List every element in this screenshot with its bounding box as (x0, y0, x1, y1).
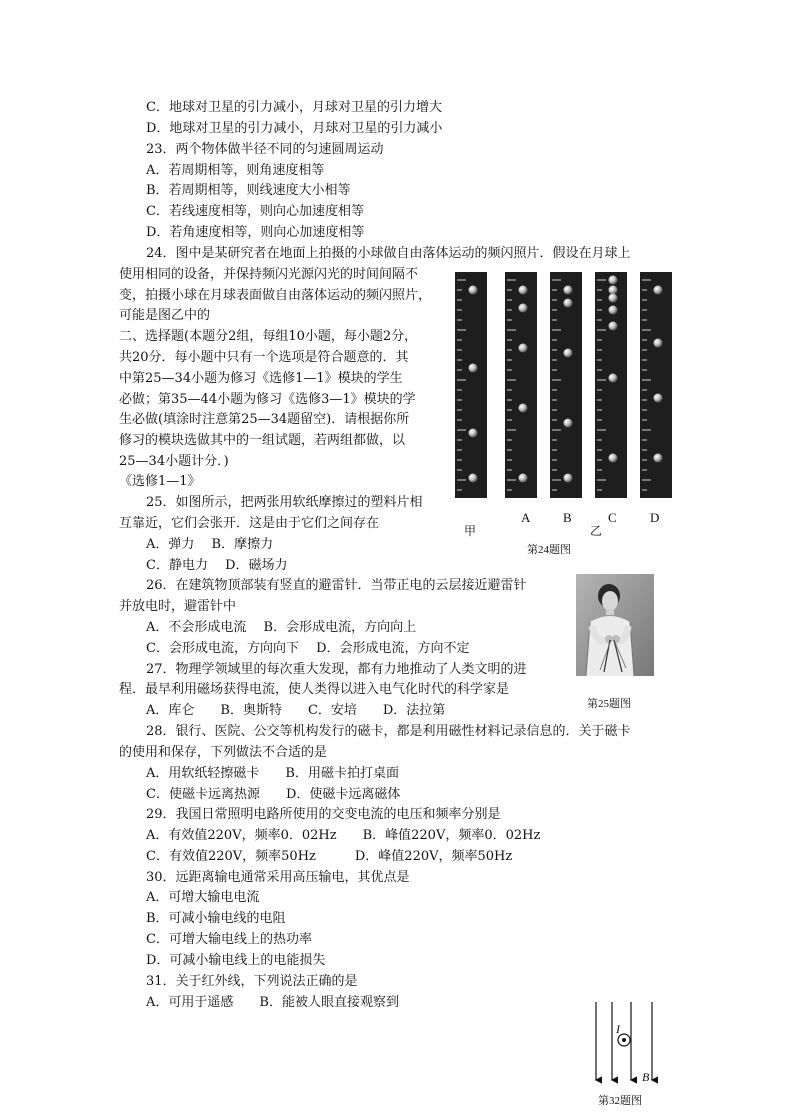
question-31: 31．关于红外线，下列说法正确的是 (146, 974, 358, 989)
text-line: C．有效值220V，频率50Hz D．峰值220V，频率50Hz (146, 849, 513, 864)
text-line: 程．最早利用磁场获得电流，使人类得以进入电气化时代的科学家是 (119, 682, 510, 697)
ball (564, 419, 573, 428)
text-line: 共20分．每小题中只有一个选项是符合题意的．其 (119, 350, 409, 365)
text-line: 可能是图乙中的 (119, 308, 211, 323)
text-line: B．可减小输电线的电阻 (146, 911, 286, 926)
ball (519, 474, 528, 483)
ball (469, 429, 478, 438)
text-line: A．可增大输电电流 (146, 890, 260, 905)
ball (654, 394, 663, 403)
text-line: C．若线速度相等，则向心加速度相等 (146, 204, 364, 219)
strip-b (550, 272, 582, 498)
ball (519, 304, 528, 313)
ball (609, 322, 618, 331)
text-line: 25—34小题计分．) (119, 454, 229, 469)
text-line: D．若角速度相等，则向心加速度相等 (146, 225, 365, 240)
ball (654, 339, 663, 348)
strip-label-a: A (521, 510, 531, 525)
ball (609, 276, 618, 285)
text-line: 变，拍摄小球在月球表面做自由落体运动的频闪照片， (119, 288, 432, 303)
ball (609, 286, 618, 295)
ball (519, 344, 528, 353)
ball (654, 454, 663, 463)
text-line: 使用相同的设备，并保持频闪光源闪光的时间间隔不 (119, 267, 419, 282)
question-28: 28．银行、医院、公交等机构发行的磁卡，都是利用磁性材料记录信息的．关于磁卡 (146, 724, 631, 739)
section-heading: 二、选择题(本题分2组，每组10小题，每小题2分， (119, 329, 418, 344)
text-line: 生必做(填涂时注意第25—34题留空)．请根据你所 (119, 412, 410, 427)
strip-label-c: C (608, 510, 617, 525)
ball (609, 374, 618, 383)
figure-25-photo (576, 574, 654, 676)
text-line: A．不会形成电流 B．会形成电流，方向向上 (146, 620, 417, 635)
ball (609, 454, 618, 463)
figure-32-caption: 第32题图 (598, 1095, 642, 1107)
question-23: 23．两个物体做半径不同的匀速圆周运动 (146, 142, 384, 157)
figure-25-caption: 第25题图 (587, 698, 631, 710)
question-25: 25．如图所示，把两张用软纸摩擦过的塑料片相 (146, 495, 423, 510)
text-line: 必做；第35—44小题为修习《选修3—1》模块的学 (119, 392, 416, 407)
ball (469, 474, 478, 483)
strip-label-b: B (563, 510, 572, 525)
question-26: 26．在建筑物顶部装有竖直的避雷针．当带正电的云层接近避雷针 (146, 578, 527, 593)
text-line: B．若周期相等，则线速度大小相等 (146, 183, 351, 198)
text-line: 互靠近，它们会张开．这是由于它们之间存在 (119, 516, 380, 531)
strip-jia (455, 272, 487, 498)
figure-24-strobe-photos (450, 268, 680, 504)
ball (564, 349, 573, 358)
question-30: 30．远距离输电通常采用高压输电，其优点是 (146, 870, 410, 885)
current-label: I (616, 1022, 620, 1036)
ball (469, 364, 478, 373)
text-line: A．有效值220V，频率0．02Hz B．峰值220V，频率0．02Hz (146, 828, 541, 843)
text-line: D．地球对卫星的引力减小，月球对卫星的引力减小 (146, 121, 443, 136)
figure-24-caption: 第24题图 (527, 544, 571, 556)
text-line: A．可用于遥感 B．能被人眼直接观察到 (146, 995, 399, 1010)
text-line: 的使用和保存，下列做法不合适的是 (119, 745, 328, 760)
strip-d (640, 272, 672, 498)
label-yi: 乙 (590, 524, 603, 538)
question-24: 24．图中是某研究者在地面上拍摄的小球做自由落体运动的频闪照片．假设在月球上 (146, 246, 631, 261)
text-line: D．可减小输电线上的电能损失 (146, 953, 326, 968)
figure-32-diagram (586, 1000, 666, 1088)
strip-a (505, 272, 537, 498)
text-line: A．若周期相等，则角速度相等 (146, 163, 325, 178)
ball (519, 286, 528, 295)
question-29: 29．我国日常照明电路所使用的交变电流的电压和频率分别是 (146, 807, 501, 822)
text-line: A．用软纸轻擦磁卡 B．用磁卡拍打桌面 (146, 766, 399, 781)
ball (564, 474, 573, 483)
field-label: B (642, 1070, 650, 1084)
text-line: C．可增大输电线上的热功率 (146, 932, 312, 947)
text-line: 并放电时，避雷针中 (119, 599, 237, 614)
text-line: 修习的模块选做其中的一组试题，若两组都做，以 (119, 433, 406, 448)
strip-c (595, 272, 627, 498)
ball (609, 306, 618, 315)
text-line: A．库仑 B．奥斯特 C．安培 D．法拉第 (146, 703, 446, 718)
text-line: A．弹力 B．摩擦力 (146, 537, 274, 552)
ball (564, 286, 573, 295)
text-line: C．会形成电流，方向向下 D．会形成电流，方向不定 (146, 641, 470, 656)
question-27: 27．物理学领域里的每次重大发现，都有力地推动了人类文明的进 (146, 662, 527, 677)
text-line: C．使磁卡远离热源 D．使磁卡远离磁体 (146, 787, 401, 802)
text-line: 中第25—34小题为修习《选修1—1》模块的学生 (119, 371, 403, 386)
ball (654, 286, 663, 295)
strip-label-d: D (650, 510, 660, 525)
ball (564, 299, 573, 308)
ball (609, 294, 618, 303)
label-jia: 甲 (464, 524, 477, 538)
module-heading: 《选修1—1》 (119, 474, 201, 489)
text-line: C．地球对卫星的引力减小，月球对卫星的引力增大 (146, 100, 442, 115)
ball (469, 286, 478, 295)
ball (519, 404, 528, 413)
text-line: C．静电力 D．磁场力 (146, 558, 288, 573)
